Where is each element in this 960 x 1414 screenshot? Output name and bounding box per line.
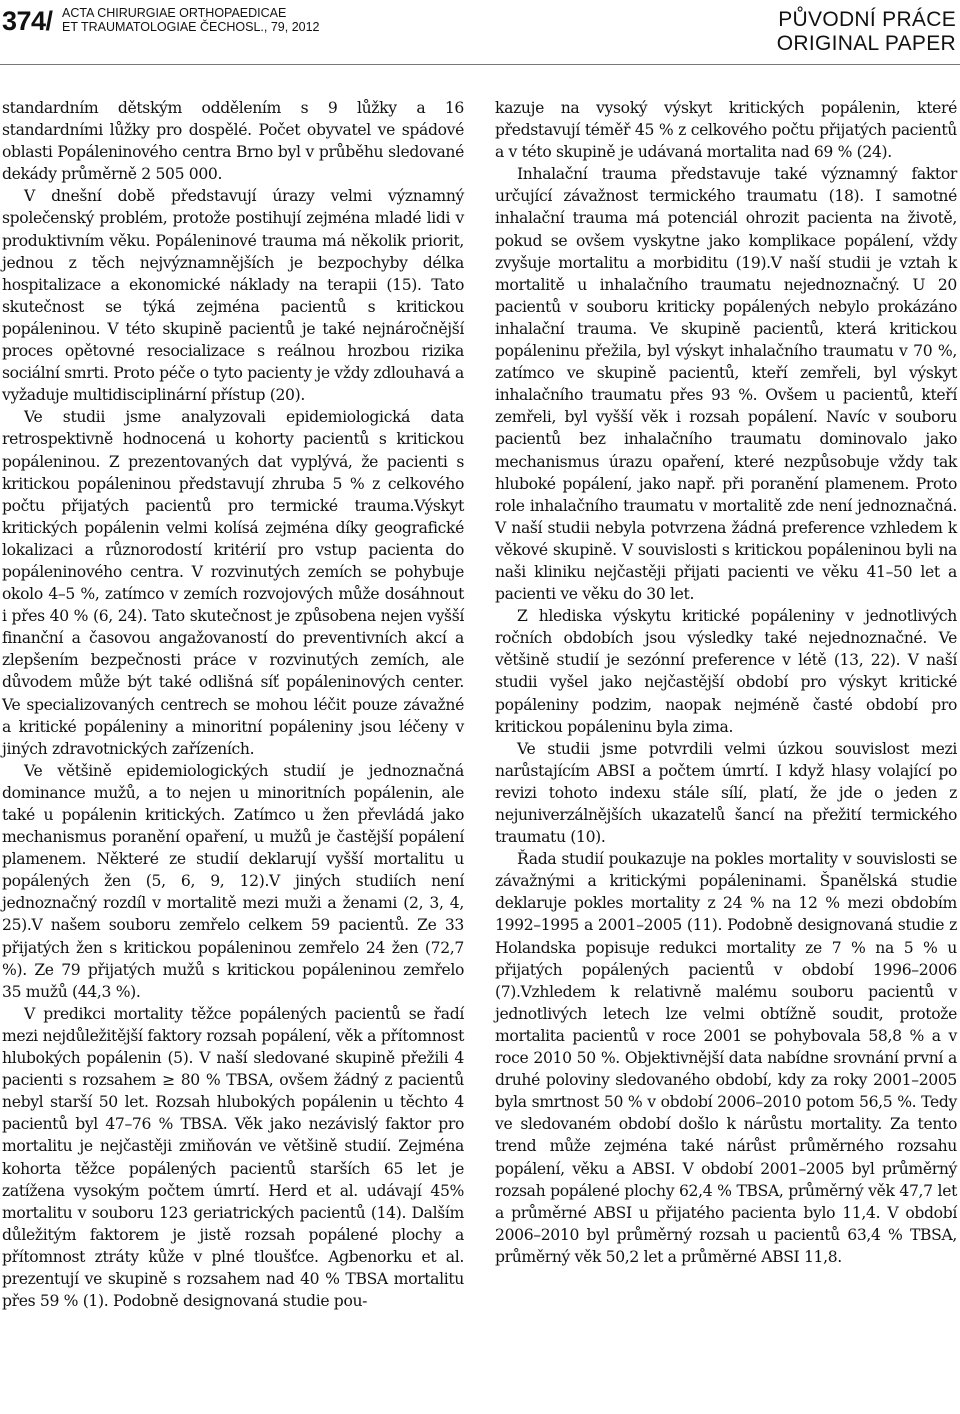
paragraph: standardním dětským oddělením s 9 lůžky a 16 standardními lůžky pro dospělé. Počet obyvatel ve spádové oblasti Popáleninového centra Brno byl v průběhu sledované dekády průměrně 2 505 000. xyxy=(2,99,464,184)
right-text-column xyxy=(495,97,957,1268)
left-text-column xyxy=(2,97,464,1312)
section-label-english: ORIGINAL PAPER xyxy=(776,32,956,55)
paragraph: Z hlediska výskytu kritické popáleniny v jednotlivých ročních obdobích jsou výsledky také nejednoznačné. Ve většině studií je sezónní preference v létě (13, 22). V naší studii vyšel jako nejčastější období pro výskyt kritické popáleniny podzim, naopak nejméně časté období pro kritickou popáleninu byla zima. xyxy=(495,607,957,736)
paragraph: V predikci mortality těžce popálených pacientů se řadí mezi nejdůležitější faktory rozsah popálení, věk a přítomnost hlubokých popálenin (5). V naší sledované skupině přežili 4 pacienti s rozsahem ≥ 80 % TBSA, ovšem žádný z pacientů nebyl starší 50 let. Rozsah hlubokých popálenin u těchto 4 pacientů byl 47–76 % TBSA. Věk jako nezávislý faktor pro mortalitu je nejčastěji zmiňován ve většině studií. Zejména kohorta těžce popálených pacientů starších 65 let je zatížena vysokým počtem úmrtí. Herd et al. udávají 45% mortalitu v souboru 123 geriatrických pacientů (14). Dalším důležitým faktorem je jistě rozsah popálené plochy a přítomnost ztráty kůže v plné tloušťce. Agbenorku et al. prezentují ve skupině s rozsahem nad 40 % TBSA mortalitu přes 59 % (1). Podobně designovaná studie pou- xyxy=(2,1004,464,1311)
page-number: 374/ xyxy=(2,6,53,36)
paragraph: Inhalační trauma představuje také významný faktor určující závažnost termického traumatu (18). I samotné inhalační trauma má potenciál ohrozit pacienta na životě, pokud se ovšem vyskytne jako komplikace popálení, vždy zvyšuje mortalitu a morbiditu (19).V naší studii je vztah k mortalitě u inhalačního traumatu nejednoznačný. U 20 pacientů v souboru kriticky popálených nebylo prokázáno inhalační trauma. Ve skupině pacientů, která kritickou popáleninu přežila, byl výskyt inhalačního traumatu v 70 %, zatímco ve skupině pacientů, kteří zemřeli, byl výskyt inhalačního traumatu přes 93 %. Ovšem u pacientů, kteří zemřeli, byl vyšší věk i rozsah popálení. Navíc v souboru pacientů bez inhalačního traumatu dominovalo jako mechanismus úrazu opaření, které nezpůsobuje vždy tak hluboké popálení, jako např. při poranění plamenem. Proto role inhalačního traumatu v mortalitě zde není jednoznačná. V naší studii nebyla potvrzena žádná preference vzhledem k věkové skupině. V souvislosti s kritickou popáleninou byli na naši kliniku nejčastěji přijati pacienti ve věku 41–50 let a pacienti ve věku do 30 let. xyxy=(495,165,957,604)
paragraph: Ve většině epidemiologických studií je jednoznačná dominance mužů, a to nejen u minoritních popálenin, ale také u popálenin kritických. Zatímco u žen převládá jako mechanismus poranění opaření, u mužů je častější popálení plamenem. Některé ze studií deklarují vyšší mortalitu u popálených žen (5, 6, 9, 12).V jiných studiích není jednoznačný rozdíl v mortalitě mezi muži a ženami (2, 3, 4, 25).V našem souboru zemřelo celkem 59 pacientů. Ze 33 přijatých žen s kritickou popáleninou zemřelo 24 žen (72,7 %). Ze 79 přijatých mužů s kritickou popáleninou zemřelo 35 mužů (44,3 %). xyxy=(2,761,464,1001)
paragraph: kazuje na vysoký výskyt kritických popálenin, které představují téměř 45 % z celkového počtu přijatých pacientů a v této skupině je udávaná mortalita nad 69 % (24). xyxy=(495,99,957,162)
paragraph: Ve studii jsme analyzovali epidemiologická data retrospektivně hodnocená u kohorty pacientů s kritickou popáleninou. Z prezentovaných dat vyplývá, že pacienti s kritickou popáleninou představují zhruba 5 % z celkového počtu přijatých pacientů pro termické trauma.Výskyt kritických popálenin velmi kolísá zejména díky geografické lokalizaci a různorodostí kritérií pro vstup pacienta do popáleninového centra. V rozvinutých zemích se pohybuje okolo 4–5 %, zatímco v zemích rozvojových může dosáhnout i přes 40 % (6, 24). Tato skutečnost je způsobena nejen vyšší finanční a časovou angažovaností do preventivních akcí a zlepšením bezpečnosti práce v rozvinutých zemích, ale důvodem může být také odlišná síť popáleninových center. Ve specializovaných centrech se mohou léčit pouze závažné a kritické popáleniny a minoritní popáleniny jsou léčeny v jiných zdravotnických zařízeních. xyxy=(2,408,464,758)
section-label-czech: PŮVODNÍ PRÁCE xyxy=(778,8,956,31)
paragraph: Ve studii jsme potvrdili velmi úzkou souvislost mezi narůstajícím ABSI a počtem úmrtí. I když hlasy volající po revizi tohoto indexu stále sílí, platí, že jde o jeden z nejuniverzálnějších ukazatelů šancí na přežití termického traumatu (10). xyxy=(495,739,957,847)
journal-title xyxy=(62,6,320,34)
header-divider xyxy=(0,64,960,65)
paragraph: V dnešní době představují úrazy velmi významný společenský problém, protože postihují zejména mladé lidi v produktivním věku. Popáleninové trauma má několik priorit, jednou z těch nejvýznamnějších je bezpochyby délka hospitalizace a ekonomické náklady na terapii (15). Tato skutečnost se týká zejména pacientů s kritickou popáleninou. V této skupině pacientů je také nejnáročnější proces opětovné resocializace s reálnou hrozbou rizika sociální smrti. Proto péče o tyto pacienty je vždy zdlouhavá a vyžaduje multidisciplinární přístup (20). xyxy=(2,187,464,405)
journal-title-line1: ACTA CHIRURGIAE ORTHOPAEDICAE xyxy=(62,6,287,20)
paragraph: Řada studií poukazuje na pokles mortality v souvislosti se závažnými a kritickými popáleninami. Španělská studie deklaruje pokles mortality z 24 % na 12 % mezi obdobím 1992–1995 a 2001–2005 (11). Podobně designovaná studie z Holandska popisuje redukci mortality ze 7 % na 5 % u přijatých popálených pacientů v období 1996–2006 (7).Vzhledem k relativně malému souboru pacientů v jednotlivých letech lze velmi obtížně soudit, protože mortalita pacientů v roce 2001 se pohybovala 58,8 % a v roce 2010 50 %. Objektivnější data nabídne srovnání první a druhé poloviny sledovaného období, kdy za roky 2001–2005 byla smrtnost 50 % v období 2006–2010 potom 56,5 %. Tedy ve sledovaném období došlo k nárůstu mortality. Za tento trend může zejména také nárůst průměrného rozsahu popálení, věku a ABSI. V období 2001–2005 byl průměrný rozsah popálené plochy 62,4 % TBSA, průměrný věk 47,7 let a průměrné ABSI u přijatého pacienta bylo 11,4. V období 2006–2010 byl průměrný rozsah u pacientů 63,4 % TBSA, průměrný věk 50,2 let a průměrné ABSI 11,8. xyxy=(495,850,957,1266)
page-header xyxy=(0,0,960,64)
journal-title-line2: ET TRAUMATOLOGIAE ČECHOSL., 79, 2012 xyxy=(62,20,320,34)
section-label xyxy=(777,8,956,56)
